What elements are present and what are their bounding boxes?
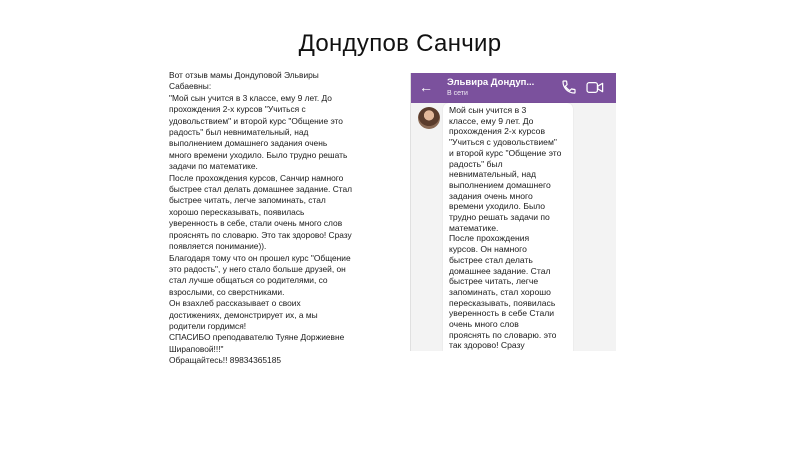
message-line: выполнением домашнего [449,179,551,190]
review-line: много времени уходило. Было трудно решать [169,149,348,160]
review-line: задачи по математике. [169,161,258,172]
message-line: курсов. Он намного [449,244,527,255]
message-line: задания очень много [449,190,533,201]
message-line: времени уходило. Было [449,201,546,212]
review-line: хорошо пересказывать, появилась [169,206,305,217]
review-line: быстрее читать, легче запоминать, стал [169,195,326,206]
review-line: Сабаевны: [169,81,212,92]
review-line: родители гордимся! [169,320,247,331]
message-line: быстрее стал делать [449,254,533,265]
message-line: запоминать, стал хорошо [449,286,551,297]
message-line: математике. [449,222,499,233]
review-text [169,70,369,367]
message-line: классе, ему 9 лет. До [449,115,534,126]
review-line: уверенность в себе, стали очень много слов [169,218,343,229]
chat-header [411,73,616,103]
message-line: домашнее задание. Стал [449,265,551,276]
review-line: взрослыми, со сверстниками. [169,286,285,297]
review-line: это радость", у него стало больше друзей, он [169,263,346,274]
review-line: Шираповой!!!" [169,343,224,354]
review-line: стал лучше общаться со родителями, со [169,275,328,286]
message-line: Мой сын учится в 3 [449,105,527,115]
message-line: быстрее читать, легче [449,276,539,287]
message-line: радость" был [449,158,503,169]
video-call-icon[interactable] [586,81,604,94]
message-line: прохождения 2-х курсов [449,126,546,137]
review-line: появляется понимание)). [169,241,267,252]
review-line: выполнением домашнего задания очень [169,138,328,149]
message-text [449,105,577,351]
message-line: и второй курс "Общение это [449,147,562,158]
review-line: прохождения 2-х курсов "Учиться с [169,104,306,115]
message-line: так здорово! Сразу [449,340,525,351]
message-line: После прохождения [449,233,530,244]
review-line: быстрее стал делать домашнее задание. Стал [169,184,353,195]
avatar[interactable] [418,107,440,129]
review-line: Он взахлеб рассказывает о своих [169,298,301,309]
message-line: уверенность в себе Стали [449,308,555,319]
review-line: прояснять по словарю. Это так здорово! Сразу [169,229,352,240]
message-line: невнимательный, над [449,169,536,180]
review-line: удовольствием" и второй курс "Общение это [169,115,343,126]
back-arrow-icon[interactable]: ← [419,79,433,95]
review-line: После прохождения курсов, Санчир намного [169,172,344,183]
message-line: пересказывать, появилась [449,297,556,308]
message-line: прояснять по словарю. это [449,329,557,340]
review-line: Вот отзыв мамы Дондуповой Эльвиры [169,70,319,80]
contact-status: В сети [447,90,468,97]
review-line: СПАСИБО преподавателю Туяне Доржиевне [169,332,345,343]
contact-name[interactable]: Эльвира Дондуп... [447,77,535,88]
review-line: Благодаря тому что он прошел курс "Общение [169,252,351,263]
review-line: достижениях, демонстрирует их, а мы [169,309,318,320]
message-line: "Учиться с удовольствием" [449,137,557,148]
message-line: трудно решать задачи по [449,212,550,223]
review-line: "Мой сын учится в 3 классе, ему 9 лет. До [169,92,332,103]
phone-call-icon[interactable] [561,79,577,95]
review-line: радость" был невнимательный, над [169,127,309,138]
chat-screenshot [410,73,616,351]
message-line: очень много слов [449,319,519,330]
slide-title: Дондупов Санчир [298,30,502,57]
review-line: Обращайтесь!! 89834365185 [169,355,282,366]
